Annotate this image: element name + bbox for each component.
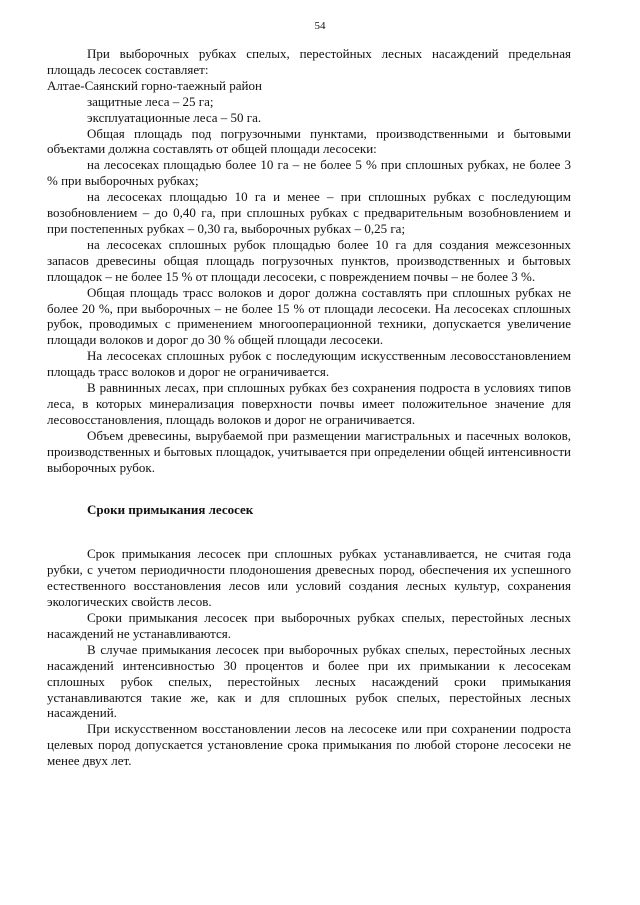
paragraph: защитные леса – 25 га; [87, 93, 214, 109]
paragraph: Общая площадь трасс волоков и дорог должна составлять при сплошных рубках не более 20 %, при выборочных – не более 15 % от площади лесосеки. На лесосеках сплошных рубок, проводимых с применением многооперационной техники, допускается увеличение площади волоков и дорог до 30 % общей площади лесосеки. [47, 284, 571, 348]
paragraph: При искусственном восстановлении лесов на лесосеке или при сохранении подроста целевых пород допускается установление срока примыкания по любой стороне лесосеки не менее двух лет. [47, 721, 571, 769]
paragraphs-top [47, 46, 571, 475]
paragraph: Срок примыкания лесосек при сплошных рубках устанавливается, не считая года рубки, с учетом периодичности плодоношения древесных пород, обеспечения их успешного естественного восстановления лесов или условий создания лесных культур, сохранения экологических свойств лесов. [47, 546, 571, 610]
paragraph: на лесосеках площадью 10 га и менее – при сплошных рубках с последующим возобновлением – до 0,40 га, при сплошных рубках с предварительным возобновлением и при постепенных рубках – 0,30 га, выборочных рубках – 0,25 га; [47, 189, 571, 236]
paragraph: на лесосеках сплошных рубок площадью более 10 га для создания межсезонных запасов древесины общая площадь погрузочных пунктов, производственных и бытовых площадок – не более 15 % от площади лесосеки, с повреждением почвы – не более 3 %. [47, 236, 571, 284]
paragraph: эксплуатационные леса – 50 га. [87, 109, 262, 125]
paragraph: В равнинных лесах, при сплошных рубках без сохранения подроста в условиях типов леса, в которых минерализация поверхности почвы имеет положительное значение для лесовосстановления, площадь волоков и дорог не ограничивается. [47, 380, 571, 427]
paragraphs-bottom [47, 546, 571, 769]
section-heading: Сроки примыкания лесосек [87, 502, 254, 518]
paragraph: на лесосеках площадью более 10 га – не более 5 % при сплошных рубках, не более 3 % при выборочных рубках; [47, 157, 571, 189]
paragraph: На лесосеках сплошных рубок с последующим искусственным лесовосстановлением площадь трасс волоков и дорог не ограничивается. [47, 348, 571, 380]
page-number: 54 [314, 20, 326, 32]
paragraph: Общая площадь под погрузочными пунктами, производственными и бытовыми объектами должна составлять от общей площади лесосеки: [47, 125, 571, 157]
paragraph: Алтае-Саянский горно-таежный район [47, 77, 262, 93]
paragraph: При выборочных рубках спелых, перестойных лесных насаждений предельная площадь лесосек составляет: [47, 46, 571, 77]
paragraph: Объем древесины, вырубаемой при размещении магистральных и пасечных волоков, производственных и бытовых площадок, учитывается при определении общей интенсивности выборочных рубок. [47, 427, 571, 475]
paragraph: В случае примыкания лесосек при выборочных рубках спелых, перестойных лесных насаждений интенсивностью 30 процентов и более при их примыкании к лесосекам сплошных рубок спелых, перестойных лесных насаждений сроки примыкания устанавливаются такие же, как и для сплошных рубок спелых, перестойных лесных насаждений. [47, 641, 571, 721]
paragraph: Сроки примыкания лесосек при выборочных рубках спелых, перестойных лесных насаждений не устанавливаются. [47, 610, 571, 641]
document-body [47, 46, 571, 769]
